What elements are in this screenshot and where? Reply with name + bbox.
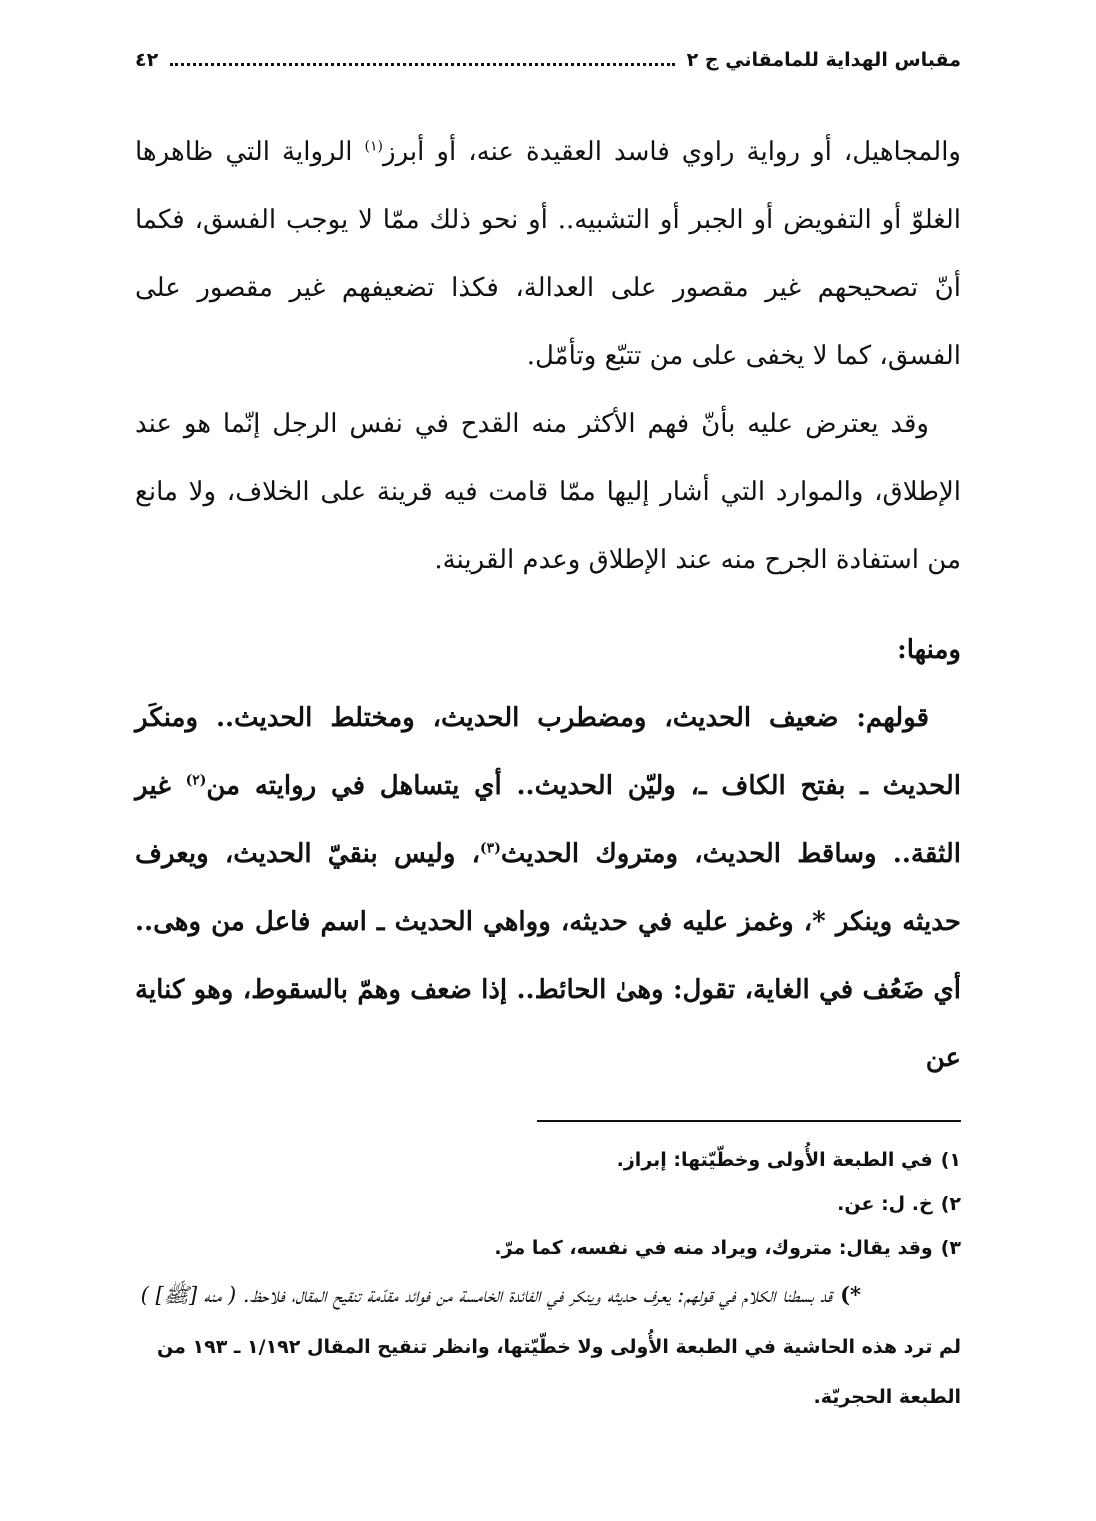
paragraph-1-part-a: والمجاهيل، أو رواية راوي فاسد العقيدة عنه، أو أبرز [383,137,961,167]
author-note-text: قد بسطنا الكلام في قولهم: يعرف حديثه وينكر في الفائدة الخامسة من فوائد مقدّمة تنقيح المقال، فلاحظ. ( منه [ﷺ] ) [140,1283,833,1307]
body-text [135,118,961,1092]
paragraph-3-part-b: غير الثقة.. وساقط الحديث، ومتروك الحديث [135,771,961,869]
author-note [135,1272,961,1318]
footnote-divider [537,1120,961,1122]
footnote-ref-2: (٢) [185,772,207,789]
paragraph-3-part-c: ، وليس بنقيّ الحديث، ويعرف حديثه وينكر *، وغمز عليه في حديثه، وواهي الحديث ـ اسم فاعل من وهى.. أي ضَعُف في الغاية، تقول: وهىٰ الحائط.. إذا ضعف وهمّ بالسقوط، وهو كناية عن [135,839,961,1073]
footnotes [135,1138,961,1422]
footnote-2 [135,1182,961,1226]
footnote-text: في الطبعة الأُولى وخطّيّتها: إبراز. [616,1149,933,1171]
paragraph-3 [135,684,961,1092]
footnote-number: ١) [940,1149,961,1171]
footnote-text: وقد يقال: متروك، ويراد منه في نفسه، كما مرّ. [494,1237,933,1259]
leader-dots [170,63,674,66]
paragraph-3-part-a: قولهم: ضعيف الحديث، ومضطرب الحديث، ومختلط الحديث.. ومنكَر الحديث ـ بفتح الكاف ـ، وليّن الحديث.. أي يتساهل في روايته من [135,703,962,801]
paragraph-1-part-b: الرواية التي ظاهرها الغلوّ أو التفويض أو الجبر أو التشبيه.. أو نحو ذلك ممّا لا يوجب الفسق، فكما أنّ تصحيحهم غير مقصور على العدالة، فكذا تضعيفهم غير مقصور على الفسق، كما لا يخفى على من تتبّع وتأمّل. [135,137,961,371]
footnote-3 [135,1226,961,1270]
footnote-1 [135,1138,961,1182]
running-header [135,40,961,80]
footnote-text: خ. ل: عن. [837,1193,933,1215]
footnote-number: ٢) [940,1193,961,1215]
footnote-ref-3: (٣) [480,840,501,857]
page-number: ٤٢ [135,49,159,71]
section-heading: ومنها: [897,635,961,665]
footnote-number: ٣) [940,1237,961,1259]
paragraph-1 [135,118,961,390]
editor-note: لم ترد هذه الحاشية في الطبعة الأُولى ولا خطّيّتها، وانظر تنقيح المقال ١/١٩٢ ـ ١٩٣ من الطبعة الحجريّة. [157,1336,961,1408]
paragraph-2: وقد يعترض عليه بأنّ فهم الأكثر منه القدح في نفس الرجل إنّما هو عند الإطلاق، والموارد التي أشار إليها ممّا قامت فيه قرينة على الخلاف، ولا مانع من استفادة الجرح منه عند الإطلاق وعدم القرينة. [135,409,961,575]
footnote-ref-1: (١) [364,138,384,155]
asterisk-mark: *) [840,1282,861,1307]
book-title: مقباس الهداية للمامقاني ج ٢ [686,49,961,71]
page [135,40,961,1521]
